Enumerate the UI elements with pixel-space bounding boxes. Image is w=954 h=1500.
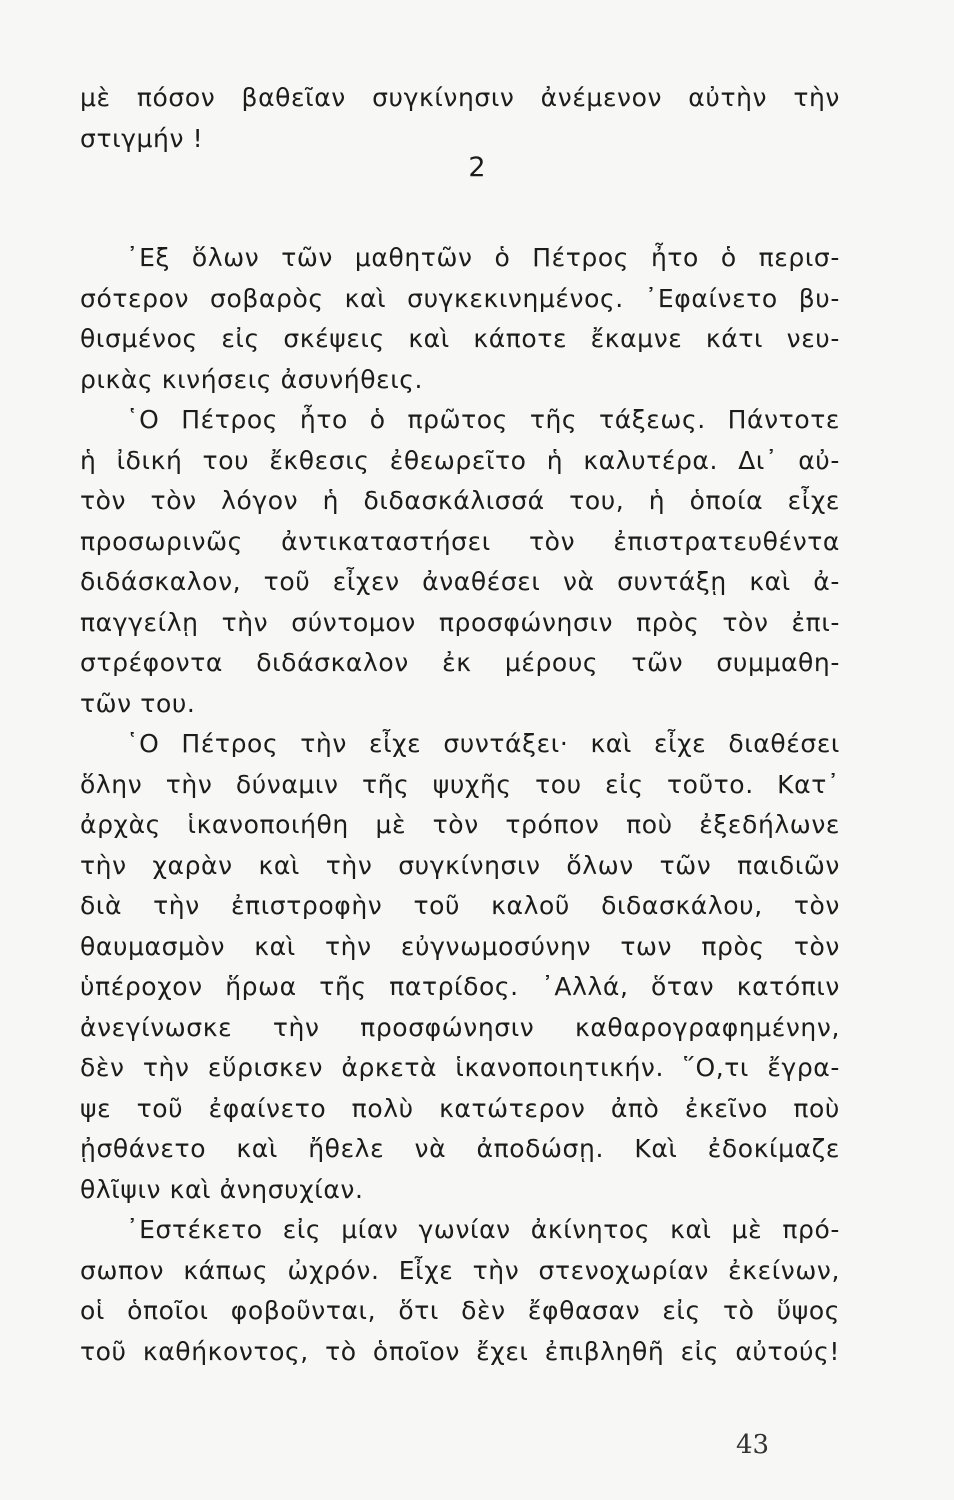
text-line: ῾Ο Πέτρος τὴν εἶχε συντάξει· καὶ εἶχε διαθέσει bbox=[126, 729, 840, 758]
text-line: διὰ τὴν ἐπιστροφὴν τοῦ καλοῦ διδασκάλου, τὸν bbox=[80, 891, 840, 920]
text-line: ᾿Εστέκετο εἰς μίαν γωνίαν ἀκίνητος καὶ μὲ πρό- bbox=[126, 1215, 840, 1244]
text-line: οἱ ὁποῖοι φοβοῦνται, ὅτι δὲν ἔφθασαν εἰς τὸ ὕψος bbox=[80, 1296, 840, 1325]
text-line: ἀνεγίνωσκε τὴν προσφώνησιν καθαρογραφημένην, bbox=[80, 1012, 840, 1042]
text-line: στιγμήν ! bbox=[80, 123, 204, 153]
text-line: στρέφοντα διδάσκαλον ἐκ μέρους τῶν συμμαθη- bbox=[80, 648, 840, 677]
text-line: τὸν τὸν λόγον ἡ διδασκάλισσά του, ἡ ὁποία εἶχε bbox=[80, 486, 840, 515]
text-line: σωπον κάπως ὠχρόν. Εἶχε τὴν στενοχωρίαν ἐκείνων, bbox=[80, 1255, 840, 1285]
text-line: τοῦ καθήκοντος, τὸ ὁποῖον ἔχει ἐπιβληθῆ εἰς αὐτούς! bbox=[80, 1336, 840, 1366]
text-line: μὲ πόσον βαθεῖαν συγκίνησιν ἀνέμενον αὐτὴν τὴν bbox=[80, 83, 840, 112]
text-line: ἀρχὰς ἱκανοποιήθη μὲ τὸν τρόπον ποὺ ἐξεδήλωνε bbox=[80, 810, 840, 839]
top-paragraph bbox=[80, 78, 840, 159]
text-line: σότερον σοβαρὸς καὶ συγκεκινημένος. ᾿Εφαίνετο βυ- bbox=[80, 283, 840, 313]
paragraph-4 bbox=[80, 1210, 840, 1372]
text-line: δὲν τὴν εὕρισκεν ἀρκετὰ ἱκανοποιητικήν. ῞Ο,τι ἔγρα- bbox=[80, 1053, 840, 1082]
text-line: διδάσκαλον, τοῦ εἶχεν ἀναθέσει νὰ συντάξῃ καὶ ἀ- bbox=[80, 567, 840, 596]
text-line: ὑπέροχον ἥρωα τῆς πατρίδος. ᾿Αλλά, ὅταν κατόπιν bbox=[80, 972, 840, 1001]
paragraph-3 bbox=[80, 724, 840, 1210]
text-line: θισμένος εἰς σκέψεις καὶ κάποτε ἔκαμνε κάτι νευ- bbox=[80, 324, 840, 353]
text-line: ὅλην τὴν δύναμιν τῆς ψυχῆς του εἰς τοῦτο. Κατ᾿ bbox=[80, 769, 840, 799]
text-line: ᾿Εξ ὅλων τῶν μαθητῶν ὁ Πέτρος ἦτο ὁ περισ- bbox=[126, 243, 840, 272]
paragraph-1 bbox=[80, 238, 840, 400]
section-number: 2 bbox=[468, 152, 486, 183]
body-text bbox=[80, 238, 840, 1372]
text-line: τὴν χαρὰν καὶ τὴν συγκίνησιν ὅλων τῶν παιδιῶν bbox=[80, 850, 840, 880]
text-line: ψε τοῦ ἐφαίνετο πολὺ κατώτερον ἀπὸ ἐκεῖνο ποὺ bbox=[80, 1093, 840, 1123]
text-line: θαυμασμὸν καὶ τὴν εὐγνωμοσύνην των πρὸς τὸν bbox=[80, 931, 840, 961]
text-line: τῶν του. bbox=[80, 688, 196, 718]
text-line: θλῖψιν καὶ ἀνησυχίαν. bbox=[80, 1174, 364, 1204]
text-line: ἡ ἰδική του ἔκθεσις ἐθεωρεῖτο ἡ καλυτέρα. Δι᾿ αὐ- bbox=[80, 445, 840, 475]
text-line: παγγείλῃ τὴν σύντομον προσφώνησιν πρὸς τὸν ἐπι- bbox=[80, 607, 840, 637]
text-line: ρικὰς κινήσεις ἀσυνήθεις. bbox=[80, 364, 424, 394]
text-line: προσωρινῶς ἀντικαταστήσει τὸν ἐπιστρατευθέντα bbox=[80, 526, 840, 556]
page-number: 43 bbox=[736, 1430, 770, 1460]
text-line: ῾Ο Πέτρος ἦτο ὁ πρῶτος τῆς τάξεως. Πάντοτε bbox=[126, 405, 840, 434]
text-line: ᾐσθάνετο καὶ ἤθελε νὰ ἀποδώσῃ. Καὶ ἐδοκίμαζε bbox=[80, 1134, 840, 1163]
paragraph-2 bbox=[80, 400, 840, 724]
